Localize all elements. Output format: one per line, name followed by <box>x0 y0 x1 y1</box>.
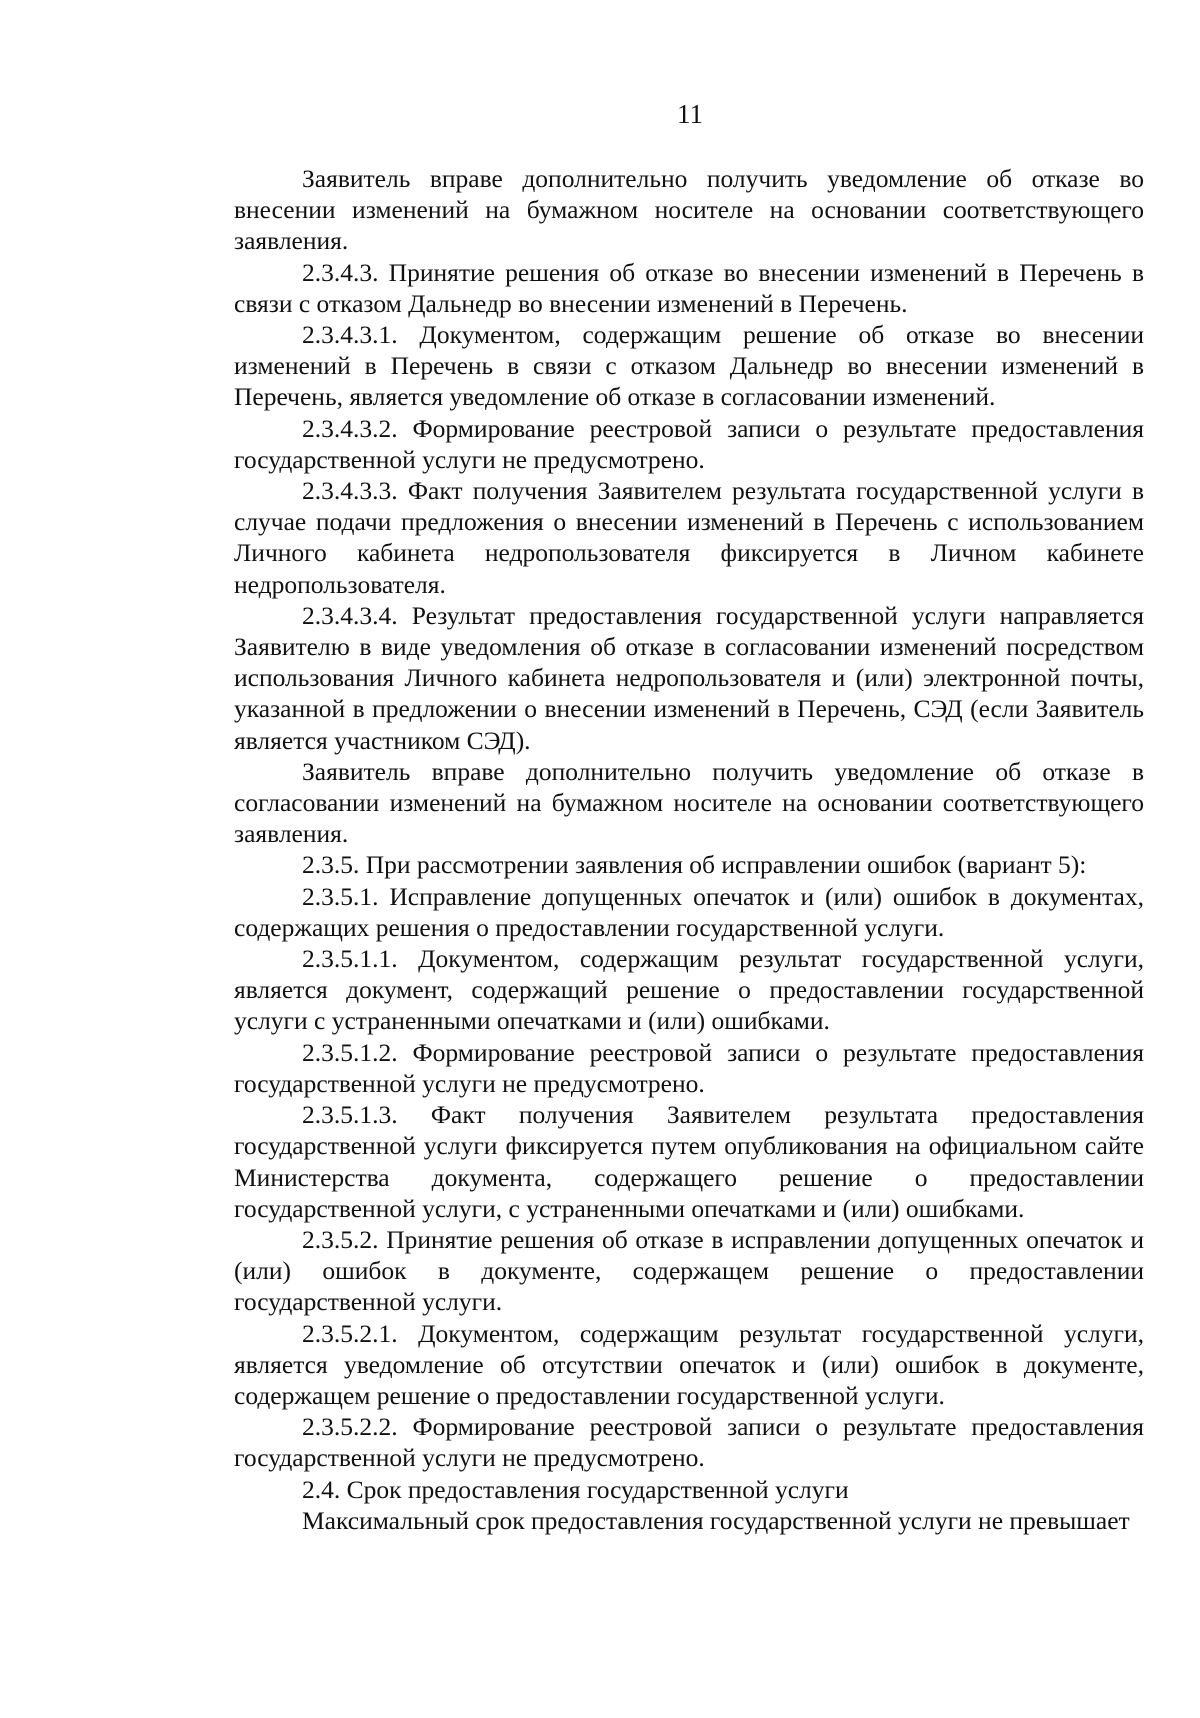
paragraph: Заявитель вправе дополнительно получить уведомление об отказе в согласовании изменений на бумажном носителе на основании соответствующего заявления. <box>234 756 1144 849</box>
paragraph: 2.3.5.1.3. Факт получения Заявителем результата предоставления государственной услуги фиксируется путем опубликования на официальном сайте Министерства документа, содержащего решение о предоставлении государственной услуги, с устраненными опечатками и (или) ошибками. <box>234 1100 1144 1223</box>
paragraph: 2.3.4.3. Принятие решения об отказе во внесении изменений в Перечень в связи с отказом Дальнедр во внесении изменений в Перечень. <box>234 257 1144 318</box>
document-body <box>234 163 1144 1536</box>
paragraph: 2.3.5. При рассмотрении заявления об исправлении ошибок (вариант 5): <box>302 850 1087 880</box>
paragraph: Заявитель вправе дополнительно получить уведомление об отказе во внесении изменений на бумажном носителе на основании соответствующего заявления. <box>234 164 1144 256</box>
paragraph: 2.3.5.1. Исправление допущенных опечаток и (или) ошибок в документах, содержащих решения о предоставлении государственной услуги. <box>234 881 1144 942</box>
paragraph: 2.3.4.3.2. Формирование реестровой записи о результате предоставления государственной услуги не предусмотрено. <box>234 413 1144 474</box>
paragraph: 2.3.5.2.1. Документом, содержащим результат государственной услуги, является уведомление об отсутствии опечаток и (или) ошибок в документе, содержащем решение о предоставлении государственной услуги. <box>234 1318 1144 1410</box>
paragraph: 2.3.5.1.2. Формирование реестровой записи о результате предоставления государственной услуги не предусмотрено. <box>234 1037 1144 1098</box>
paragraph: 2.3.4.3.4. Результат предоставления государственной услуги направляется Заявителю в виде уведомления об отказе в согласовании изменений посредством использования Личного кабинета недропользователя и (или) электронной почты, указанной в предложении о внесении изменений в Перечень, СЭД (если Заявитель является участником СЭД). <box>234 600 1144 755</box>
paragraph: Максимальный срок предоставления государственной услуги не превышает <box>302 1505 1130 1535</box>
paragraph: 2.3.5.2.2. Формирование реестровой записи о результате предоставления государственной услуги не предусмотрено. <box>234 1412 1144 1473</box>
page-number: 11 <box>677 99 703 129</box>
paragraph: 2.3.4.3.1. Документом, содержащим решение об отказе во внесении изменений в Перечень в связи с отказом Дальнедр во внесении изменений в Перечень, является уведомление об отказе в согласовании изменений. <box>234 320 1144 412</box>
paragraph: 2.3.4.3.3. Факт получения Заявителем результата государственной услуги в случае подачи предложения о внесении изменений в Перечень с использованием Личного кабинета недропользователя фиксируется в Личном кабинете недропользователя. <box>234 476 1144 599</box>
section-heading: 2.4. Срок предоставления государственной услуги <box>302 1474 849 1504</box>
paragraph: 2.3.5.2. Принятие решения об отказе в исправлении допущенных опечаток и (или) ошибок в документе, содержащем решение о предоставлении государственной услуги. <box>234 1224 1144 1317</box>
paragraph: 2.3.5.1.1. Документом, содержащим результат государственной услуги, является документ, содержащий решение о предоставлении государственной услуги с устраненными опечатками и (или) ошибками. <box>234 944 1144 1036</box>
